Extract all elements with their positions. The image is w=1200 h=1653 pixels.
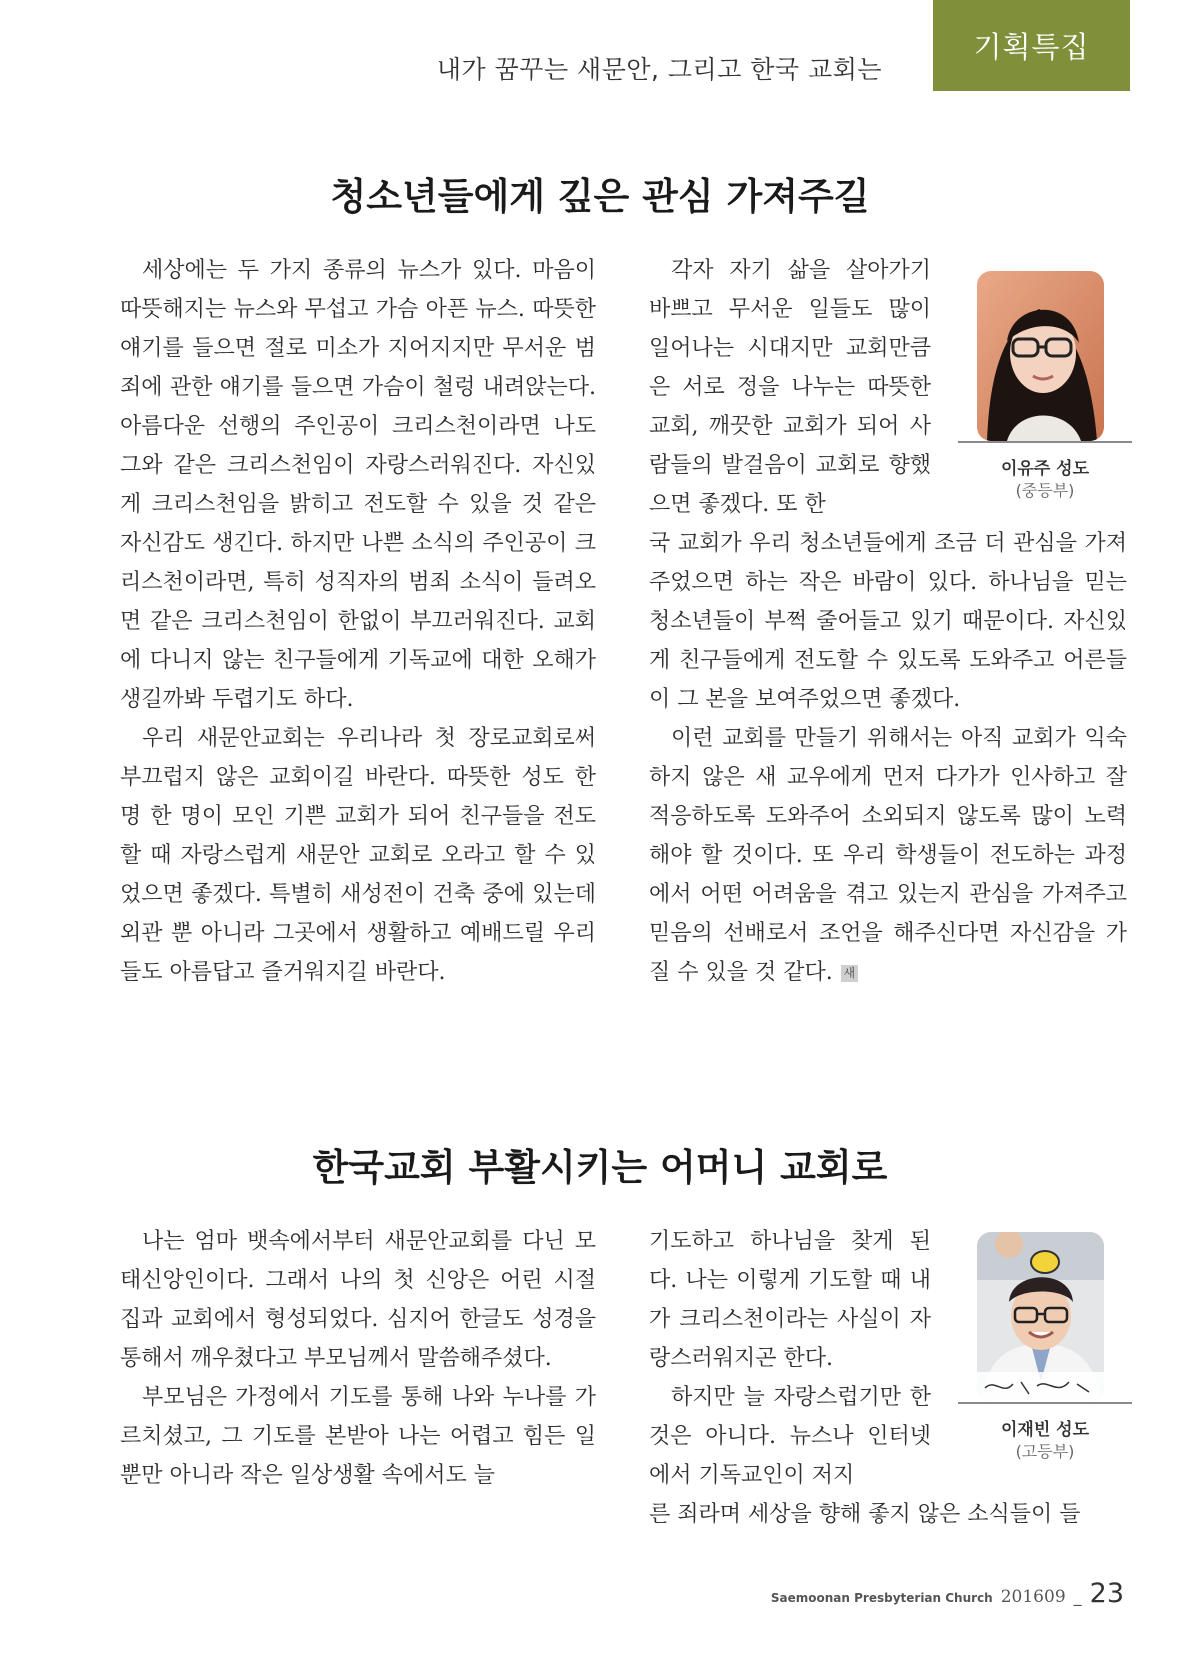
article-2-right-wide-column xyxy=(649,1495,1127,1534)
article-1-paragraph-4 xyxy=(649,719,1127,992)
author-1-name: 이유주 성도 xyxy=(1000,459,1090,479)
article-1-left-column xyxy=(120,251,596,992)
article-1-paragraph-3-end: 국 교회가 우리 청소년들에게 조금 더 관심을 가져 주었으면 하는 작은 바람이 있다. 하나님을 믿는 청소년들이 부쩍 줄어들고 있기 때문이다. 자신있게 친구들에게 전도할 수 있도록 도와주고 어른들이 그 본을 보여주었으면 좋겠다. xyxy=(649,531,1127,712)
article-2-paragraph-3-start: 하지만 늘 자랑스럽기만 한 것은 아니다. 뉴스나 인터넷에서 기독교인이 저지 xyxy=(649,1385,931,1488)
photo-1-rule xyxy=(958,441,1132,443)
author-1-dept: (중등부) xyxy=(1015,481,1075,500)
footer-issue: 201609 xyxy=(1000,1587,1066,1607)
article-1-right-narrow-column xyxy=(649,251,931,524)
article-1-title: 청소년들에게 깊은 관심 가져주길 xyxy=(330,175,870,218)
footer-church-name: Saemoonan Presbyterian Church xyxy=(770,1591,993,1605)
end-mark-icon: 새 xyxy=(841,965,858,982)
article-1-paragraph-2: 우리 새문안교회는 우리나라 첫 장로교회로써 부끄럽지 않은 교회이길 바란다. 따뜻한 성도 한 명 한 명이 모인 기쁜 교회가 되어 친구들을 전도할 때 자랑스럽게 새문안 교회로 오라고 할 수 있었으면 좋겠다. 특별히 새성전이 건축 중에 있는데 외관 뿐 아니라 그곳에서 생활하고 예배드릴 우리들도 아름답고 즐거워지길 바란다. xyxy=(120,726,596,985)
author-2-name: 이재빈 성도 xyxy=(1000,1420,1090,1440)
article-2-paragraph-2-cont: 기도하고 하나님을 찾게 된다. 나는 이렇게 기도할 때 내가 크리스천이라는 사실이 자랑스러워지곤 한다. xyxy=(649,1229,931,1371)
author-photo-1 xyxy=(977,271,1104,441)
author-2-dept: (고등부) xyxy=(1015,1442,1075,1461)
footer-separator: _ xyxy=(1073,1587,1082,1606)
photo-2-rule xyxy=(958,1402,1132,1404)
running-title: 내가 꿈꾸는 새문안, 그리고 한국 교회는 xyxy=(436,55,882,84)
article-1-right-wide-column xyxy=(649,524,1127,992)
portrait-boy-icon xyxy=(977,1232,1104,1402)
article-2-paragraph-3-end: 른 죄라며 세상을 향해 좋지 않은 소식들이 들 xyxy=(649,1502,1081,1527)
article-2-paragraph-1: 나는 엄마 뱃속에서부터 새문안교회를 다닌 모태신앙인이다. 그래서 나의 첫 신앙은 어린 시절 집과 교회에서 형성되었다. 심지어 한글도 성경을 통해서 깨우쳤다고 부모님께서 말씀해주셨다. xyxy=(120,1229,596,1371)
author-photo-2 xyxy=(977,1232,1104,1402)
page-number: 23 xyxy=(1089,1578,1124,1609)
article-2-title: 한국교회 부활시키는 어머니 교회로 xyxy=(312,1146,888,1189)
article-2-right-narrow-column xyxy=(649,1222,931,1495)
article-2-left-column xyxy=(120,1222,596,1495)
article-2-paragraph-2: 부모님은 가정에서 기도를 통해 나와 누나를 가르치셨고, 그 기도를 본받아 나는 어렵고 힘든 일뿐만 아니라 작은 일상생활 속에서도 늘 xyxy=(120,1385,596,1488)
article-1-paragraph-4-text: 이런 교회를 만들기 위해서는 아직 교회가 익숙하지 않은 새 교우에게 먼저 다가가 인사하고 잘 적응하도록 도와주어 소외되지 않도록 많이 노력해야 할 것이다. 또 우리 학생들이 전도하는 과정에서 어떤 어려움을 겪고 있는지 관심을 가져주고 믿음의 선배로서 조언을 해주신다면 자신감을 가질 수 있을 것 같다. xyxy=(649,726,1127,985)
page-footer xyxy=(771,1578,1124,1609)
article-1-paragraph-3-start: 각자 자기 삶을 살아가기 바쁘고 무서운 일들도 많이 일어나는 시대지만 교회만큼은 서로 정을 나누는 따뜻한 교회, 깨끗한 교회가 되어 사람들의 발걸음이 교회로 향했으면 좋겠다. 또 한 xyxy=(649,258,931,517)
article-1-paragraph-1: 세상에는 두 가지 종류의 뉴스가 있다. 마음이 따뜻해지는 뉴스와 무섭고 가슴 아픈 뉴스. 따뜻한 얘기를 들으면 절로 미소가 지어지지만 무서운 범죄에 관한 얘기를 들으면 가슴이 철렁 내려앉는다. 아름다운 선행의 주인공이 크리스천이라면 나도 그와 같은 크리스천임이 자랑스러워진다. 자신있게 크리스천임을 밝히고 전도할 수 있을 것 같은 자신감도 생긴다. 하지만 나쁜 소식의 주인공이 크리스천이라면, 특히 성직자의 범죄 소식이 들려오면 같은 크리스천임이 한없이 부끄러워진다. 교회에 다니지 않는 친구들에게 기독교에 대한 오해가 생길까봐 두렵기도 하다. xyxy=(120,258,596,712)
section-tag: 기획특집 xyxy=(933,0,1130,91)
portrait-girl-icon xyxy=(977,271,1104,441)
